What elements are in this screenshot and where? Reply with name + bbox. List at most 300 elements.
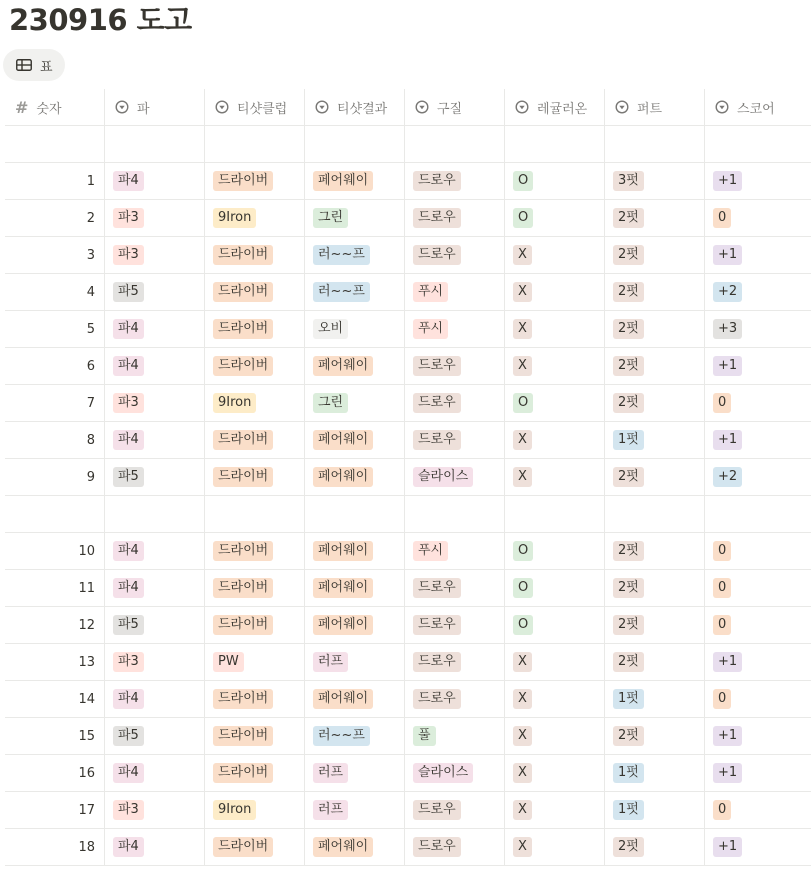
cell-shape[interactable] — [405, 422, 505, 458]
ball-flight-tag: 푸시 — [413, 319, 448, 339]
cell-par[interactable] — [105, 237, 205, 273]
cell-score[interactable] — [705, 126, 811, 162]
cell-gir[interactable] — [505, 422, 605, 458]
cell-number[interactable] — [5, 126, 105, 162]
cell-shape[interactable] — [405, 274, 505, 310]
score-tag: +1 — [713, 763, 742, 783]
cell-club[interactable] — [205, 533, 305, 569]
cell-score[interactable] — [705, 681, 811, 717]
table-row[interactable] — [5, 274, 811, 311]
par-tag: 파5 — [113, 726, 144, 746]
tee-club-tag: 드라이버 — [213, 319, 273, 339]
cell-putt[interactable] — [605, 422, 705, 458]
cell-par[interactable] — [105, 126, 205, 162]
par-tag: 파4 — [113, 763, 144, 783]
cell-score[interactable] — [705, 237, 811, 273]
putt-tag: 2펏 — [613, 541, 644, 561]
cell-gir[interactable] — [505, 385, 605, 421]
cell-result[interactable] — [305, 829, 405, 865]
gir-tag: X — [513, 837, 532, 857]
gir-tag: X — [513, 726, 532, 746]
score-tag: 0 — [713, 578, 731, 598]
cell-result[interactable] — [305, 496, 405, 532]
table-row[interactable] — [5, 755, 811, 792]
tee-club-tag: 드라이버 — [213, 171, 273, 191]
cell-par[interactable] — [105, 274, 205, 310]
tee-club-tag: 드라이버 — [213, 689, 273, 709]
cell-putt[interactable] — [605, 755, 705, 791]
view-tab-table[interactable] — [3, 49, 65, 81]
table-row[interactable] — [5, 459, 811, 496]
cell-score[interactable] — [705, 570, 811, 606]
cell-shape[interactable] — [405, 829, 505, 865]
tee-result-tag: 페어웨이 — [313, 541, 373, 561]
cell-par[interactable] — [105, 496, 205, 532]
putt-tag: 1펏 — [613, 800, 644, 820]
cell-gir[interactable] — [505, 755, 605, 791]
cell-putt[interactable] — [605, 237, 705, 273]
score-tag: +1 — [713, 171, 742, 191]
column-header-gir[interactable] — [505, 89, 605, 125]
cell-number[interactable]: 17 — [5, 792, 105, 828]
gir-tag: X — [513, 245, 532, 265]
column-header-label: 스코어 — [737, 101, 775, 117]
ball-flight-tag: 드로우 — [413, 430, 461, 450]
select-icon — [715, 100, 729, 114]
cell-shape[interactable] — [405, 533, 505, 569]
cell-gir[interactable] — [505, 163, 605, 199]
cell-gir[interactable] — [505, 607, 605, 643]
ball-flight-tag: 드로우 — [413, 356, 461, 376]
cell-number[interactable]: 13 — [5, 644, 105, 680]
hash-icon: # — [15, 97, 29, 117]
cell-club[interactable] — [205, 459, 305, 495]
select-icon — [315, 100, 329, 114]
table-row[interactable] — [5, 385, 811, 422]
cell-putt[interactable] — [605, 792, 705, 828]
tee-result-tag: 페어웨이 — [313, 615, 373, 635]
cell-putt[interactable] — [605, 644, 705, 680]
putt-tag: 2펏 — [613, 467, 644, 487]
cell-shape[interactable] — [405, 718, 505, 754]
cell-shape[interactable] — [405, 348, 505, 384]
par-tag: 파5 — [113, 615, 144, 635]
view-tab-label: 표 — [40, 59, 53, 75]
table-row-empty[interactable] — [5, 496, 811, 533]
cell-shape[interactable] — [405, 311, 505, 347]
table-row[interactable] — [5, 829, 811, 866]
cell-shape[interactable] — [405, 126, 505, 162]
cell-shape[interactable] — [405, 681, 505, 717]
cell-result[interactable] — [305, 348, 405, 384]
cell-par[interactable] — [105, 200, 205, 236]
table-row[interactable] — [5, 237, 811, 274]
par-tag: 파3 — [113, 800, 144, 820]
cell-putt[interactable] — [605, 533, 705, 569]
cell-score[interactable] — [705, 274, 811, 310]
cell-gir[interactable] — [505, 570, 605, 606]
cell-score[interactable] — [705, 311, 811, 347]
gir-tag: O — [513, 208, 533, 228]
ball-flight-tag: 드로우 — [413, 208, 461, 228]
cell-score[interactable] — [705, 607, 811, 643]
cell-putt[interactable] — [605, 570, 705, 606]
cell-club[interactable] — [205, 644, 305, 680]
score-tag: +1 — [713, 652, 742, 672]
cell-gir[interactable] — [505, 533, 605, 569]
putt-tag: 2펏 — [613, 393, 644, 413]
par-tag: 파3 — [113, 245, 144, 265]
cell-putt[interactable] — [605, 607, 705, 643]
cell-club[interactable] — [205, 570, 305, 606]
tee-club-tag: 드라이버 — [213, 245, 273, 265]
score-tag: 0 — [713, 689, 731, 709]
table-row[interactable] — [5, 644, 811, 681]
cell-score[interactable] — [705, 459, 811, 495]
table-row[interactable] — [5, 607, 811, 644]
gir-tag: O — [513, 171, 533, 191]
cell-par[interactable] — [105, 311, 205, 347]
cell-club[interactable] — [205, 607, 305, 643]
cell-par[interactable] — [105, 755, 205, 791]
par-tag: 파3 — [113, 208, 144, 228]
ball-flight-tag: 푸시 — [413, 282, 448, 302]
cell-club[interactable] — [205, 496, 305, 532]
gir-tag: X — [513, 467, 532, 487]
cell-result[interactable] — [305, 792, 405, 828]
cell-club[interactable] — [205, 422, 305, 458]
cell-shape[interactable] — [405, 570, 505, 606]
table-row[interactable] — [5, 311, 811, 348]
gir-tag: O — [513, 615, 533, 635]
par-tag: 파4 — [113, 356, 144, 376]
cell-gir[interactable] — [505, 274, 605, 310]
score-tag: +1 — [713, 430, 742, 450]
ball-flight-tag: 드로우 — [413, 800, 461, 820]
cell-club[interactable] — [205, 755, 305, 791]
cell-gir[interactable] — [505, 792, 605, 828]
cell-score[interactable] — [705, 422, 811, 458]
table-row[interactable] — [5, 422, 811, 459]
gir-tag: X — [513, 652, 532, 672]
table-row[interactable] — [5, 681, 811, 718]
column-header-ball-flight[interactable] — [405, 89, 505, 125]
cell-score[interactable] — [705, 385, 811, 421]
score-tag: 0 — [713, 615, 731, 635]
ball-flight-tag: 드로우 — [413, 615, 461, 635]
select-icon — [115, 100, 129, 114]
par-tag: 파4 — [113, 541, 144, 561]
cell-par[interactable] — [105, 348, 205, 384]
par-tag: 파4 — [113, 319, 144, 339]
cell-number[interactable]: 11 — [5, 570, 105, 606]
table-body — [5, 126, 811, 866]
table-row-empty[interactable] — [5, 126, 811, 163]
ball-flight-tag: 드로우 — [413, 171, 461, 191]
cell-shape[interactable] — [405, 496, 505, 532]
cell-result[interactable] — [305, 385, 405, 421]
table-row[interactable] — [5, 570, 811, 607]
table-row[interactable] — [5, 348, 811, 385]
table-row[interactable] — [5, 533, 811, 570]
cell-putt[interactable] — [605, 829, 705, 865]
ball-flight-tag: 드로우 — [413, 689, 461, 709]
cell-shape[interactable] — [405, 755, 505, 791]
cell-score[interactable] — [705, 792, 811, 828]
cell-club[interactable] — [205, 792, 305, 828]
cell-putt[interactable] — [605, 126, 705, 162]
cell-result[interactable] — [305, 274, 405, 310]
tee-club-tag: 드라이버 — [213, 541, 273, 561]
score-tag: +1 — [713, 245, 742, 265]
tee-club-tag: 드라이버 — [213, 615, 273, 635]
cell-par[interactable] — [105, 829, 205, 865]
cell-club[interactable] — [205, 126, 305, 162]
putt-tag: 2펏 — [613, 578, 644, 598]
par-tag: 파5 — [113, 282, 144, 302]
cell-club[interactable] — [205, 718, 305, 754]
cell-result[interactable] — [305, 607, 405, 643]
ball-flight-tag: 드로우 — [413, 393, 461, 413]
cell-result[interactable] — [305, 755, 405, 791]
cell-score[interactable] — [705, 348, 811, 384]
cell-result[interactable] — [305, 237, 405, 273]
par-tag: 파4 — [113, 578, 144, 598]
cell-result[interactable] — [305, 459, 405, 495]
cell-par[interactable] — [105, 644, 205, 680]
table-row[interactable] — [5, 792, 811, 829]
select-icon — [515, 100, 529, 114]
cell-putt[interactable] — [605, 163, 705, 199]
cell-putt[interactable] — [605, 200, 705, 236]
gir-tag: X — [513, 430, 532, 450]
tee-result-tag: 러~~프 — [313, 726, 370, 746]
cell-number[interactable]: 16 — [5, 755, 105, 791]
cell-result[interactable] — [305, 200, 405, 236]
gir-tag: O — [513, 578, 533, 598]
cell-number[interactable]: 18 — [5, 829, 105, 865]
cell-score[interactable] — [705, 200, 811, 236]
cell-number[interactable]: 9 — [5, 459, 105, 495]
cell-shape[interactable] — [405, 163, 505, 199]
cell-par[interactable] — [105, 607, 205, 643]
cell-number[interactable]: 10 — [5, 533, 105, 569]
cell-result[interactable] — [305, 681, 405, 717]
tee-result-tag: 페어웨이 — [313, 837, 373, 857]
column-header-tee-result[interactable] — [305, 89, 405, 125]
tee-result-tag: 러~~프 — [313, 245, 370, 265]
cell-shape[interactable] — [405, 237, 505, 273]
cell-score[interactable] — [705, 533, 811, 569]
cell-putt[interactable] — [605, 348, 705, 384]
table-header — [5, 89, 811, 126]
cell-par[interactable] — [105, 792, 205, 828]
cell-result[interactable] — [305, 311, 405, 347]
cell-shape[interactable] — [405, 200, 505, 236]
cell-number[interactable]: 14 — [5, 681, 105, 717]
cell-number[interactable]: 5 — [5, 311, 105, 347]
cell-shape[interactable] — [405, 607, 505, 643]
score-tag: 0 — [713, 800, 731, 820]
cell-club[interactable] — [205, 681, 305, 717]
cell-par[interactable] — [105, 422, 205, 458]
cell-club[interactable] — [205, 200, 305, 236]
tee-club-tag: 드라이버 — [213, 430, 273, 450]
cell-gir[interactable] — [505, 459, 605, 495]
ball-flight-tag: 드로우 — [413, 578, 461, 598]
gir-tag: X — [513, 800, 532, 820]
cell-shape[interactable] — [405, 792, 505, 828]
cell-gir[interactable] — [505, 718, 605, 754]
column-header-score[interactable] — [705, 89, 811, 125]
cell-number[interactable]: 1 — [5, 163, 105, 199]
cell-number[interactable]: 8 — [5, 422, 105, 458]
column-header-label: 레귤러온 — [537, 101, 588, 117]
cell-number[interactable]: 2 — [5, 200, 105, 236]
cell-number[interactable]: 15 — [5, 718, 105, 754]
tee-result-tag: 페어웨이 — [313, 467, 373, 487]
cell-gir[interactable] — [505, 681, 605, 717]
cell-putt[interactable] — [605, 718, 705, 754]
cell-par[interactable] — [105, 681, 205, 717]
cell-result[interactable] — [305, 570, 405, 606]
cell-score[interactable] — [705, 718, 811, 754]
tee-club-tag: 드라이버 — [213, 467, 273, 487]
cell-result[interactable] — [305, 718, 405, 754]
cell-gir[interactable] — [505, 496, 605, 532]
cell-score[interactable] — [705, 755, 811, 791]
tee-result-tag: 페어웨이 — [313, 356, 373, 376]
cell-putt[interactable] — [605, 496, 705, 532]
cell-score[interactable] — [705, 496, 811, 532]
putt-tag: 1펏 — [613, 430, 644, 450]
cell-par[interactable] — [105, 459, 205, 495]
score-tag: 0 — [713, 541, 731, 561]
cell-gir[interactable] — [505, 644, 605, 680]
cell-result[interactable] — [305, 533, 405, 569]
tee-club-tag: 드라이버 — [213, 726, 273, 746]
cell-number[interactable] — [5, 496, 105, 532]
cell-gir[interactable] — [505, 237, 605, 273]
cell-result[interactable] — [305, 422, 405, 458]
cell-score[interactable] — [705, 829, 811, 865]
cell-shape[interactable] — [405, 385, 505, 421]
column-header-number[interactable] — [5, 89, 105, 125]
cell-gir[interactable] — [505, 829, 605, 865]
cell-par[interactable] — [105, 385, 205, 421]
table-row[interactable] — [5, 200, 811, 237]
tee-club-tag: 드라이버 — [213, 578, 273, 598]
tee-result-tag: 페어웨이 — [313, 171, 373, 191]
cell-club[interactable] — [205, 237, 305, 273]
gir-tag: X — [513, 689, 532, 709]
column-header-label: 퍼트 — [637, 101, 663, 117]
cell-score[interactable] — [705, 644, 811, 680]
cell-club[interactable] — [205, 829, 305, 865]
cell-gir[interactable] — [505, 200, 605, 236]
tee-result-tag: 러프 — [313, 800, 348, 820]
tee-club-tag: 드라이버 — [213, 282, 273, 302]
score-tag: +1 — [713, 837, 742, 857]
cell-par[interactable] — [105, 718, 205, 754]
putt-tag: 2펏 — [613, 245, 644, 265]
ball-flight-tag: 푸시 — [413, 541, 448, 561]
tee-result-tag: 페어웨이 — [313, 689, 373, 709]
putt-tag: 2펏 — [613, 726, 644, 746]
cell-number[interactable]: 7 — [5, 385, 105, 421]
putt-tag: 2펏 — [613, 615, 644, 635]
cell-par[interactable] — [105, 533, 205, 569]
par-tag: 파5 — [113, 467, 144, 487]
score-tag: +2 — [713, 282, 742, 302]
table-row[interactable] — [5, 163, 811, 200]
putt-tag: 2펏 — [613, 208, 644, 228]
score-tag: +3 — [713, 319, 742, 339]
cell-putt[interactable] — [605, 311, 705, 347]
cell-result[interactable] — [305, 126, 405, 162]
cell-par[interactable] — [105, 570, 205, 606]
cell-score[interactable] — [705, 163, 811, 199]
cell-number[interactable]: 4 — [5, 274, 105, 310]
cell-result[interactable] — [305, 644, 405, 680]
score-tag: +2 — [713, 467, 742, 487]
gir-tag: O — [513, 541, 533, 561]
putt-tag: 1펏 — [613, 689, 644, 709]
column-header-tee-club[interactable] — [205, 89, 305, 125]
cell-number[interactable]: 3 — [5, 237, 105, 273]
cell-gir[interactable] — [505, 348, 605, 384]
column-header-par[interactable] — [105, 89, 205, 125]
par-tag: 파3 — [113, 652, 144, 672]
cell-gir[interactable] — [505, 126, 605, 162]
ball-flight-tag: 슬라이스 — [413, 467, 473, 487]
cell-putt[interactable] — [605, 681, 705, 717]
column-header-label: 숫자 — [36, 101, 62, 117]
cell-club[interactable] — [205, 274, 305, 310]
cell-club[interactable] — [205, 163, 305, 199]
cell-putt[interactable] — [605, 274, 705, 310]
cell-putt[interactable] — [605, 385, 705, 421]
score-tag: +1 — [713, 726, 742, 746]
cell-shape[interactable] — [405, 459, 505, 495]
cell-gir[interactable] — [505, 311, 605, 347]
gir-tag: X — [513, 319, 532, 339]
cell-club[interactable] — [205, 311, 305, 347]
cell-club[interactable] — [205, 385, 305, 421]
page-title[interactable]: 230916 도고 — [9, 3, 192, 37]
gir-tag: X — [513, 282, 532, 302]
par-tag: 파4 — [113, 689, 144, 709]
cell-club[interactable] — [205, 348, 305, 384]
cell-result[interactable] — [305, 163, 405, 199]
cell-putt[interactable] — [605, 459, 705, 495]
cell-number[interactable]: 12 — [5, 607, 105, 643]
ball-flight-tag: 드로우 — [413, 245, 461, 265]
par-tag: 파4 — [113, 171, 144, 191]
putt-tag: 2펏 — [613, 837, 644, 857]
cell-number[interactable]: 6 — [5, 348, 105, 384]
tee-result-tag: 러~~프 — [313, 282, 370, 302]
cell-shape[interactable] — [405, 644, 505, 680]
column-header-putt[interactable] — [605, 89, 705, 125]
tee-club-tag: 9Iron — [213, 800, 256, 820]
table-row[interactable] — [5, 718, 811, 755]
cell-par[interactable] — [105, 163, 205, 199]
ball-flight-tag: 슬라이스 — [413, 763, 473, 783]
select-icon — [415, 100, 429, 114]
tee-result-tag: 러프 — [313, 763, 348, 783]
putt-tag: 2펏 — [613, 282, 644, 302]
